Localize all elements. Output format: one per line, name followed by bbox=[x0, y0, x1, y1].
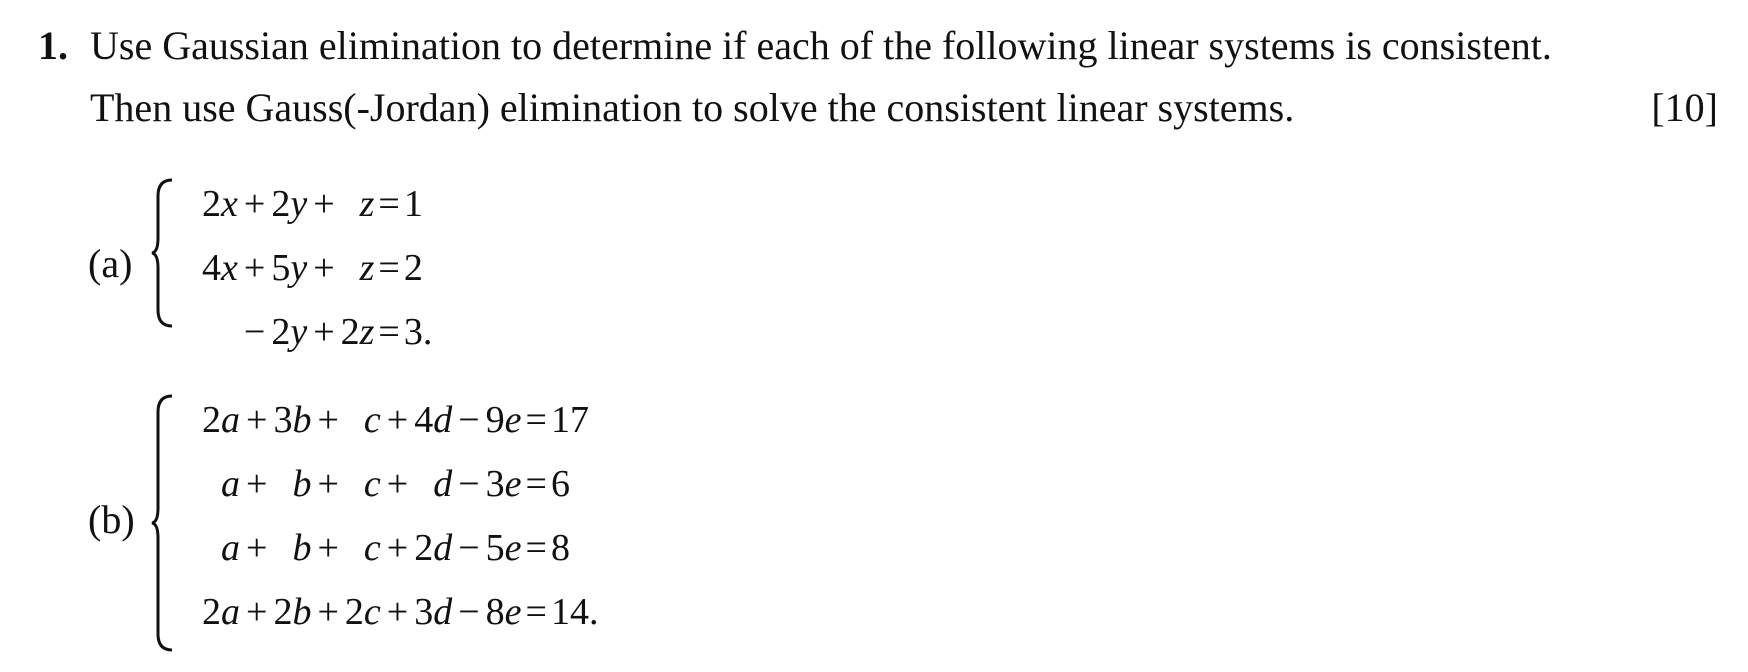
right-hand-side: 6 bbox=[550, 463, 570, 505]
term-d bbox=[414, 452, 452, 516]
equals-sign: = bbox=[378, 311, 400, 353]
coefficient: 2 bbox=[414, 527, 434, 569]
variable: x bbox=[221, 247, 238, 289]
coefficient: 2 bbox=[271, 311, 291, 353]
coefficient: 5 bbox=[485, 527, 505, 569]
coefficient: 2 bbox=[202, 591, 221, 633]
operator: + bbox=[386, 399, 409, 441]
equals-sign: = bbox=[525, 591, 547, 633]
coefficient: 8 bbox=[485, 591, 505, 633]
operator: − bbox=[458, 527, 480, 569]
operator: + bbox=[317, 463, 339, 505]
variable: y bbox=[290, 311, 308, 353]
operator: + bbox=[386, 527, 409, 569]
term-c bbox=[345, 452, 381, 516]
part-b-system bbox=[202, 388, 598, 644]
variable: c bbox=[363, 591, 381, 633]
term-y bbox=[271, 172, 307, 236]
coefficient: 4 bbox=[202, 247, 221, 289]
term-y bbox=[271, 236, 307, 300]
term-b bbox=[273, 388, 311, 452]
variable: x bbox=[221, 183, 238, 225]
coefficient: 2 bbox=[202, 183, 221, 225]
variable: d bbox=[433, 399, 453, 441]
variable: b bbox=[292, 399, 312, 441]
variable: d bbox=[433, 527, 453, 569]
equation-row bbox=[202, 172, 432, 236]
term-z bbox=[341, 172, 375, 236]
term-a bbox=[202, 452, 240, 516]
term-d bbox=[414, 388, 452, 452]
variable: e bbox=[504, 527, 522, 569]
right-hand-side: 2 bbox=[403, 247, 423, 289]
variable: y bbox=[290, 183, 308, 225]
coefficient: 2 bbox=[202, 399, 221, 441]
coefficient: 3 bbox=[414, 591, 434, 633]
question-number: 1. bbox=[38, 23, 68, 68]
variable: a bbox=[221, 527, 240, 569]
operator: + bbox=[313, 183, 335, 225]
variable: e bbox=[504, 399, 522, 441]
term-z bbox=[341, 300, 375, 364]
term-d bbox=[414, 516, 452, 580]
variable: b bbox=[292, 591, 312, 633]
equation-row bbox=[202, 580, 598, 644]
equation-row bbox=[202, 516, 598, 580]
variable: e bbox=[504, 591, 522, 633]
operator: + bbox=[246, 399, 268, 441]
term-z bbox=[341, 236, 375, 300]
part-a-system bbox=[202, 172, 432, 364]
variable: a bbox=[221, 591, 240, 633]
term-c bbox=[345, 580, 381, 644]
coefficient: 2 bbox=[340, 311, 360, 353]
right-hand-side: 8 bbox=[550, 527, 570, 569]
variable: z bbox=[359, 183, 375, 225]
term-e bbox=[486, 388, 522, 452]
right-hand-side: 14. bbox=[550, 591, 599, 633]
equals-sign: = bbox=[525, 399, 547, 441]
operator: + bbox=[246, 463, 268, 505]
question-instruction-line-2: Then use Gauss(-Jordan) elimination to solve the consistent linear systems. bbox=[90, 85, 1295, 130]
term-e bbox=[486, 580, 522, 644]
operator: + bbox=[313, 247, 335, 289]
equation-row bbox=[202, 388, 598, 452]
question-marks: [10] bbox=[1651, 85, 1718, 130]
term-e bbox=[486, 516, 522, 580]
coefficient: 2 bbox=[273, 591, 293, 633]
variable: z bbox=[359, 247, 375, 289]
coefficient: 5 bbox=[271, 247, 291, 289]
equals-sign: = bbox=[378, 247, 400, 289]
term-x bbox=[202, 300, 238, 364]
equation-row bbox=[202, 236, 432, 300]
operator: + bbox=[317, 591, 339, 633]
equals-sign: = bbox=[525, 527, 547, 569]
operator: + bbox=[386, 463, 409, 505]
term-a bbox=[202, 516, 240, 580]
term-b bbox=[273, 452, 311, 516]
coefficient: 3 bbox=[485, 463, 505, 505]
right-hand-side: 17 bbox=[550, 399, 589, 441]
variable: c bbox=[363, 399, 381, 441]
operator: + bbox=[246, 591, 268, 633]
operator: + bbox=[386, 591, 409, 633]
term-x bbox=[202, 236, 238, 300]
operator: + bbox=[313, 311, 335, 353]
coefficient: 2 bbox=[271, 183, 291, 225]
variable: a bbox=[221, 463, 240, 505]
variable: d bbox=[433, 463, 453, 505]
equals-sign: = bbox=[378, 183, 400, 225]
term-c bbox=[345, 516, 381, 580]
term-a bbox=[202, 388, 240, 452]
variable: b bbox=[292, 463, 312, 505]
operator: + bbox=[317, 399, 339, 441]
variable: z bbox=[359, 311, 375, 353]
term-c bbox=[345, 388, 381, 452]
variable: c bbox=[363, 527, 381, 569]
right-hand-side: 3. bbox=[403, 311, 433, 353]
variable: e bbox=[504, 463, 522, 505]
term-b bbox=[273, 516, 311, 580]
operator: − bbox=[458, 399, 480, 441]
coefficient: 4 bbox=[414, 399, 434, 441]
variable: c bbox=[363, 463, 381, 505]
part-a-brace-icon bbox=[150, 178, 176, 328]
term-y bbox=[271, 300, 307, 364]
term-d bbox=[414, 580, 452, 644]
coefficient: 9 bbox=[485, 399, 505, 441]
variable: a bbox=[221, 399, 240, 441]
part-b-label: (b) bbox=[88, 497, 135, 542]
variable: d bbox=[433, 591, 453, 633]
variable: b bbox=[292, 527, 312, 569]
coefficient: 2 bbox=[344, 591, 364, 633]
term-x bbox=[202, 172, 238, 236]
term-b bbox=[273, 580, 311, 644]
coefficient: 3 bbox=[273, 399, 293, 441]
operator: + bbox=[243, 183, 266, 225]
operator: − bbox=[458, 591, 480, 633]
question-instruction-line-1: Use Gaussian elimination to determine if each of the following linear systems is consistent. bbox=[90, 23, 1552, 68]
operator: − bbox=[243, 311, 266, 353]
term-a bbox=[202, 580, 240, 644]
term-e bbox=[486, 452, 522, 516]
operator: − bbox=[458, 463, 480, 505]
operator: + bbox=[246, 527, 268, 569]
operator: + bbox=[317, 527, 339, 569]
part-a-label: (a) bbox=[88, 241, 133, 286]
equation-row bbox=[202, 452, 598, 516]
equation-row bbox=[202, 300, 432, 364]
equals-sign: = bbox=[525, 463, 547, 505]
operator: + bbox=[243, 247, 266, 289]
right-hand-side: 1 bbox=[403, 183, 423, 225]
part-b-brace-icon bbox=[150, 394, 176, 652]
variable: y bbox=[290, 247, 308, 289]
